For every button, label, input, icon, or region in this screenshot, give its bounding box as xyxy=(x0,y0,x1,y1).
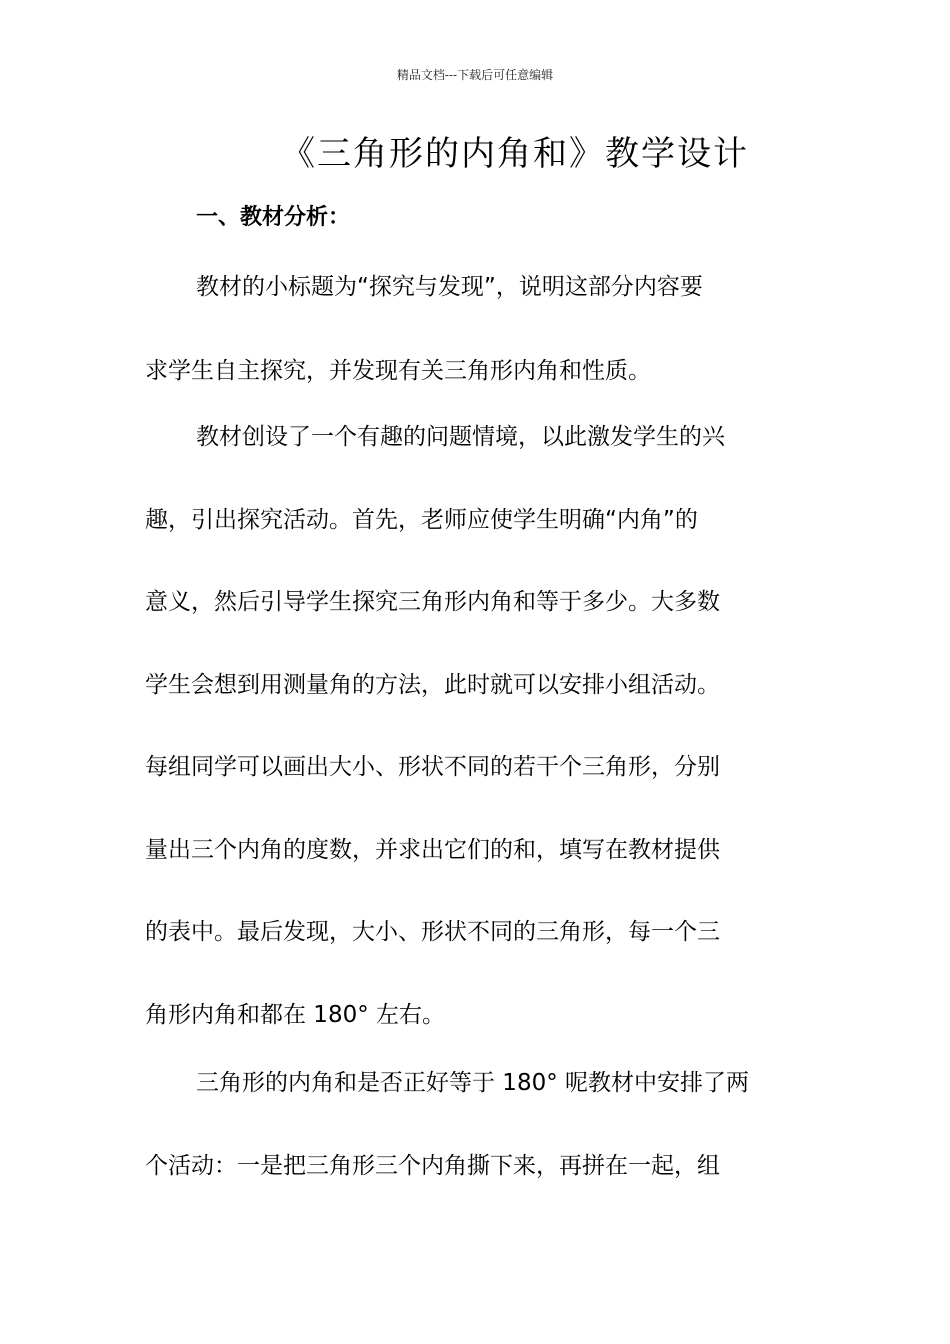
paragraph-2-line-7: 的表中。最后发现，大小、形状不同的三角形，每一个三 xyxy=(145,919,720,945)
paragraph-2-line-5: 每组同学可以画出大小、形状不同的若干个三角形，分别 xyxy=(145,754,720,780)
paragraph-2-line-4: 学生会想到用测量角的方法，此时就可以安排小组活动。 xyxy=(145,672,720,698)
paragraph-3-line-2: 个活动：一是把三角形三个内角撕下来，再拼在一起，组 xyxy=(145,1153,720,1179)
paragraph-2-line-6: 量出三个内角的度数，并求出它们的和，填写在教材提供 xyxy=(145,837,720,863)
section-heading: 一、教材分析： xyxy=(196,205,351,230)
paragraph-2-line-3: 意义，然后引导学生探究三角形内角和等于多少。大多数 xyxy=(145,589,720,615)
header-note: 精品文档---下载后可任意编辑 xyxy=(396,68,554,82)
document-title-text: 《三角形的内角和》教学设计 xyxy=(281,134,749,174)
paragraph-1-line-1: 教材的小标题为“探究与发现”，说明这部分内容要 xyxy=(196,274,703,300)
document-title xyxy=(0,126,950,175)
paragraph-3-line-1: 三角形的内角和是否正好等于 180° 呢教材中安排了两 xyxy=(196,1070,750,1096)
paragraph-2-line-2: 趣，引出探究活动。首先，老师应使学生明确“内角”的 xyxy=(145,507,698,533)
paragraph-1-line-2: 求学生自主探究，并发现有关三角形内角和性质。 xyxy=(145,358,651,384)
paragraph-2-line-1: 教材创设了一个有趣的问题情境，以此激发学生的兴 xyxy=(196,424,725,450)
paragraph-2-line-8: 角形内角和都在 180° 左右。 xyxy=(145,1002,446,1028)
